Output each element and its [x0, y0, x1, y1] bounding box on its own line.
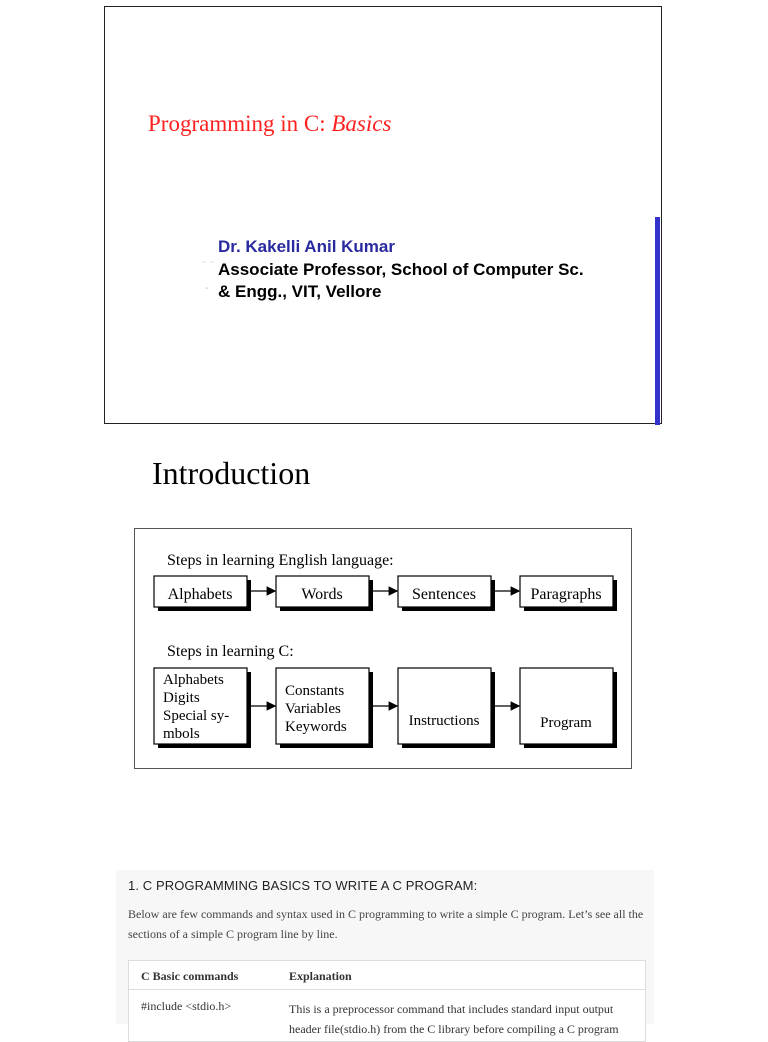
c-step-line: Variables — [285, 701, 341, 717]
table-header: C Basic commands — [141, 969, 239, 983]
c-step-line: mbols — [163, 726, 200, 742]
english-step-label: Paragraphs — [530, 586, 602, 603]
article-intro: Below are few commands and syntax used in C programming to write a simple C program. Let’s see all the sections of a simple C program line by line. — [128, 907, 644, 941]
author-name: Dr. Kakelli Anil Kumar — [218, 237, 395, 256]
faint-bullet-mark: - — [205, 283, 209, 294]
article-heading: 1. C PROGRAMMING BASICS TO WRITE A C PROGRAM: — [128, 878, 478, 893]
table-header: Explanation — [289, 969, 352, 983]
english-step-label: Sentences — [412, 586, 476, 603]
c-step-line: Constants — [285, 683, 345, 699]
slide-title-main: Programming in C: — [148, 111, 332, 136]
english-steps-heading: Steps in learning English language: — [167, 552, 394, 569]
table-cell-explanation: This is a preprocessor command that includes standard input output header file(stdio.h) from the C library before compiling a C program — [289, 1002, 619, 1036]
article-excerpt — [116, 870, 654, 1036]
english-step-label: Words — [301, 586, 343, 603]
author-affiliation-line-1: Associate Professor, School of Computer Sc. — [218, 259, 584, 279]
c-step-box — [520, 668, 613, 744]
c-step-box — [398, 668, 491, 744]
slide-title-italic: Basics — [331, 111, 392, 136]
c-step-label — [285, 683, 348, 735]
c-step-label: Program — [540, 715, 592, 731]
table-divider — [129, 989, 645, 990]
slide-title — [148, 111, 391, 137]
c-step-line: Keywords — [285, 719, 347, 735]
c-step-label: Instructions — [408, 713, 480, 729]
faint-bullet-mark: ⁻ ⁻ — [201, 259, 215, 270]
accent-bar — [655, 217, 660, 425]
author-affiliation-line-2: & Engg., VIT, Vellore — [218, 282, 382, 301]
commands-table — [128, 960, 646, 1042]
english-step-label: Alphabets — [167, 586, 233, 603]
learning-steps-diagram — [134, 528, 632, 769]
c-steps-heading: Steps in learning C: — [167, 643, 294, 660]
table-cell-command: #include <stdio.h> — [141, 999, 232, 1013]
c-step-line: Special sy- — [163, 708, 230, 724]
author-block — [218, 236, 584, 304]
diagram-canvas — [135, 529, 633, 770]
c-step-line: Alphabets — [163, 672, 224, 688]
c-step-line: Digits — [163, 690, 200, 706]
title-slide — [104, 6, 662, 424]
section-heading: Introduction — [152, 455, 311, 491]
